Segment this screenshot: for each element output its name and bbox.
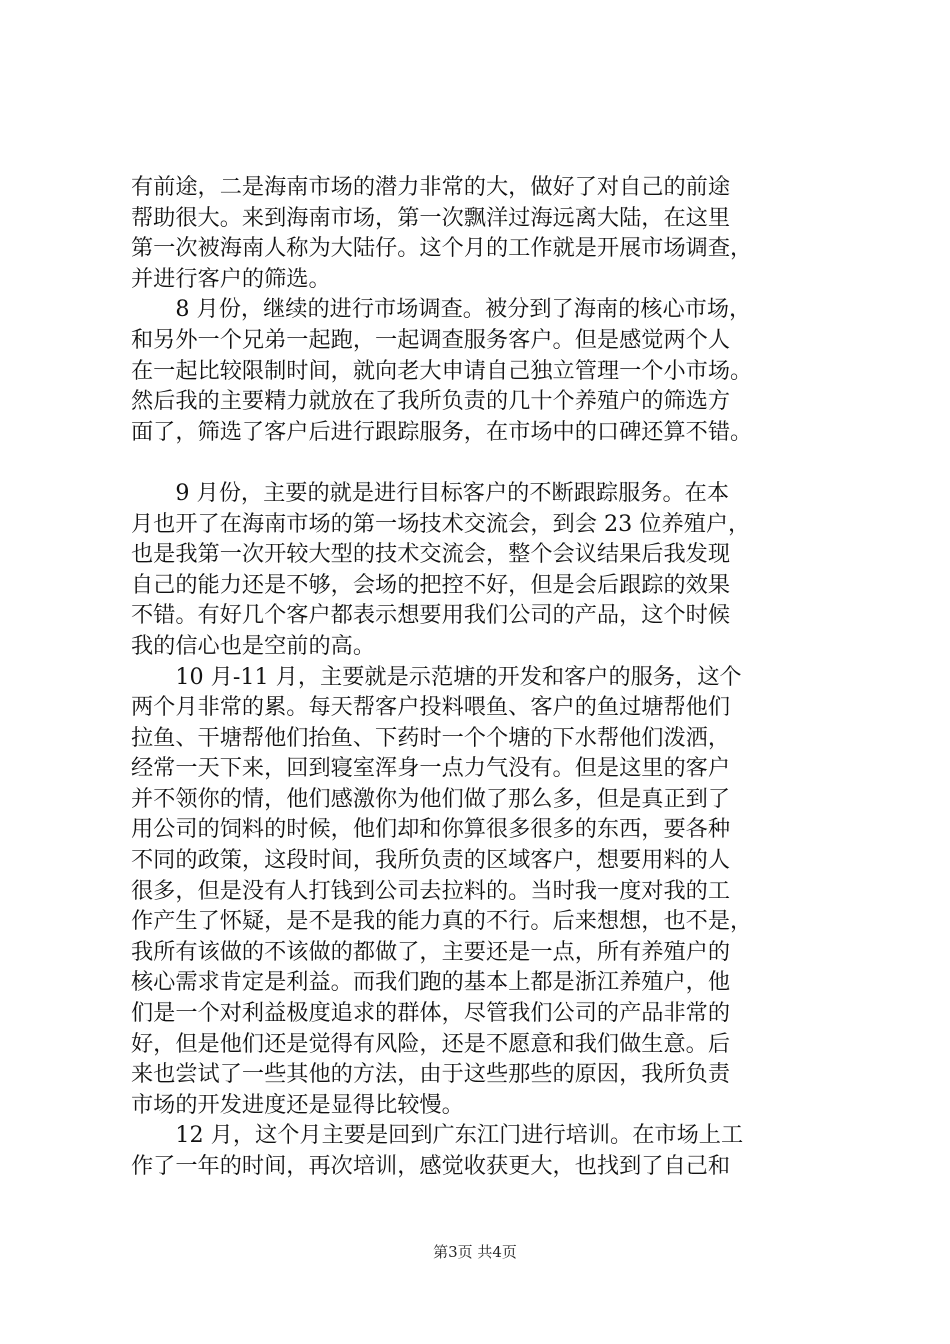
text-line: 们是一个对利益极度追求的群体，尽管我们公司的产品非常的 (131, 1000, 731, 1027)
text-line: 来也尝试了一些其他的方法，由于这些那些的原因，我所负责 (131, 1061, 731, 1088)
text-line: 8 月份，继续的进行市场调查。被分到了海南的核心市场， (131, 296, 752, 323)
text-line: 作产生了怀疑，是不是我的能力真的不行。后来想想，也不是， (131, 908, 753, 935)
text-line: 和另外一个兄弟一起跑，一起调查服务客户。但是感觉两个人 (131, 326, 731, 353)
text-line: 第一次被海南人称为大陆仔。这个月的工作就是开展市场调查， (131, 235, 753, 262)
text-line: 用公司的饲料的时候，他们却和你算很多很多的东西，要各种 (131, 816, 731, 843)
text-line: 好，但是他们还是觉得有风险，还是不愿意和我们做生意。后 (131, 1030, 731, 1057)
text-line: 市场的开发进度还是显得比较慢。 (131, 1091, 464, 1118)
paragraph-gap (131, 447, 831, 478)
text-line: 作了一年的时间，再次培训，感觉收获更大，也找到了自己和 (131, 1153, 731, 1179)
text-line: 经常一天下来，回到寝室浑身一点力气没有。但是这里的客户 (131, 755, 731, 782)
text-line: 不同的政策，这段时间，我所负责的区域客户，想要用料的人 (131, 847, 731, 874)
body-text (131, 172, 831, 1182)
text-line: 有前途，二是海南市场的潜力非常的大，做好了对自己的前途 (131, 174, 731, 200)
text-line: 12 月，这个月主要是回到广东江门进行培训。在市场上工 (131, 1122, 744, 1149)
text-line: 并不领你的情，他们感激你为他们做了那么多，但是真正到了 (131, 785, 731, 812)
page-footer: 第3页 共4页 (433, 1243, 517, 1261)
text-line: 也是我第一次开较大型的技术交流会，整个会议结果后我发现 (131, 541, 731, 568)
text-line: 10 月-11 月，主要就是示范塘的开发和客户的服务，这个 (131, 663, 742, 690)
text-line: 核心需求肯定是利益。而我们跑的基本上都是浙江养殖户，他 (131, 969, 731, 996)
text-line: 9 月份，主要的就是进行目标客户的不断跟踪服务。在本 (131, 479, 730, 506)
text-line: 自己的能力还是不够，会场的把控不好，但是会后跟踪的效果 (131, 571, 731, 598)
text-line: 在一起比较限制时间，就向老大申请自己独立管理一个小市场。 (131, 357, 753, 384)
text-line: 很多，但是没有人打钱到公司去拉料的。当时我一度对我的工 (131, 877, 731, 904)
text-line: 我的信心也是空前的高。 (131, 632, 376, 659)
text-line: 帮助很大。来到海南市场，第一次飘洋过海远离大陆，在这里 (131, 204, 731, 231)
text-line: 两个月非常的累。每天帮客户投料喂鱼、客户的鱼过塘帮他们 (131, 694, 731, 721)
text-line: 我所有该做的不该做的都做了，主要还是一点，所有养殖户的 (131, 938, 731, 965)
text-line: 并进行客户的筛选。 (131, 265, 331, 292)
text-line: 月也开了在海南市场的第一场技术交流会，到会 23 位养殖户， (131, 510, 751, 537)
text-line: 不错。有好几个客户都表示想要用我们公司的产品，这个时候 (131, 602, 731, 629)
text-line: 面了，筛选了客户后进行跟踪服务，在市场中的口碑还算不错。 (131, 418, 753, 445)
text-line: 拉鱼、干塘帮他们抬鱼、下药时一个个塘的下水帮他们泼洒， (131, 724, 731, 751)
text-line: 然后我的主要精力就放在了我所负责的几十个养殖户的筛选方 (131, 388, 731, 415)
